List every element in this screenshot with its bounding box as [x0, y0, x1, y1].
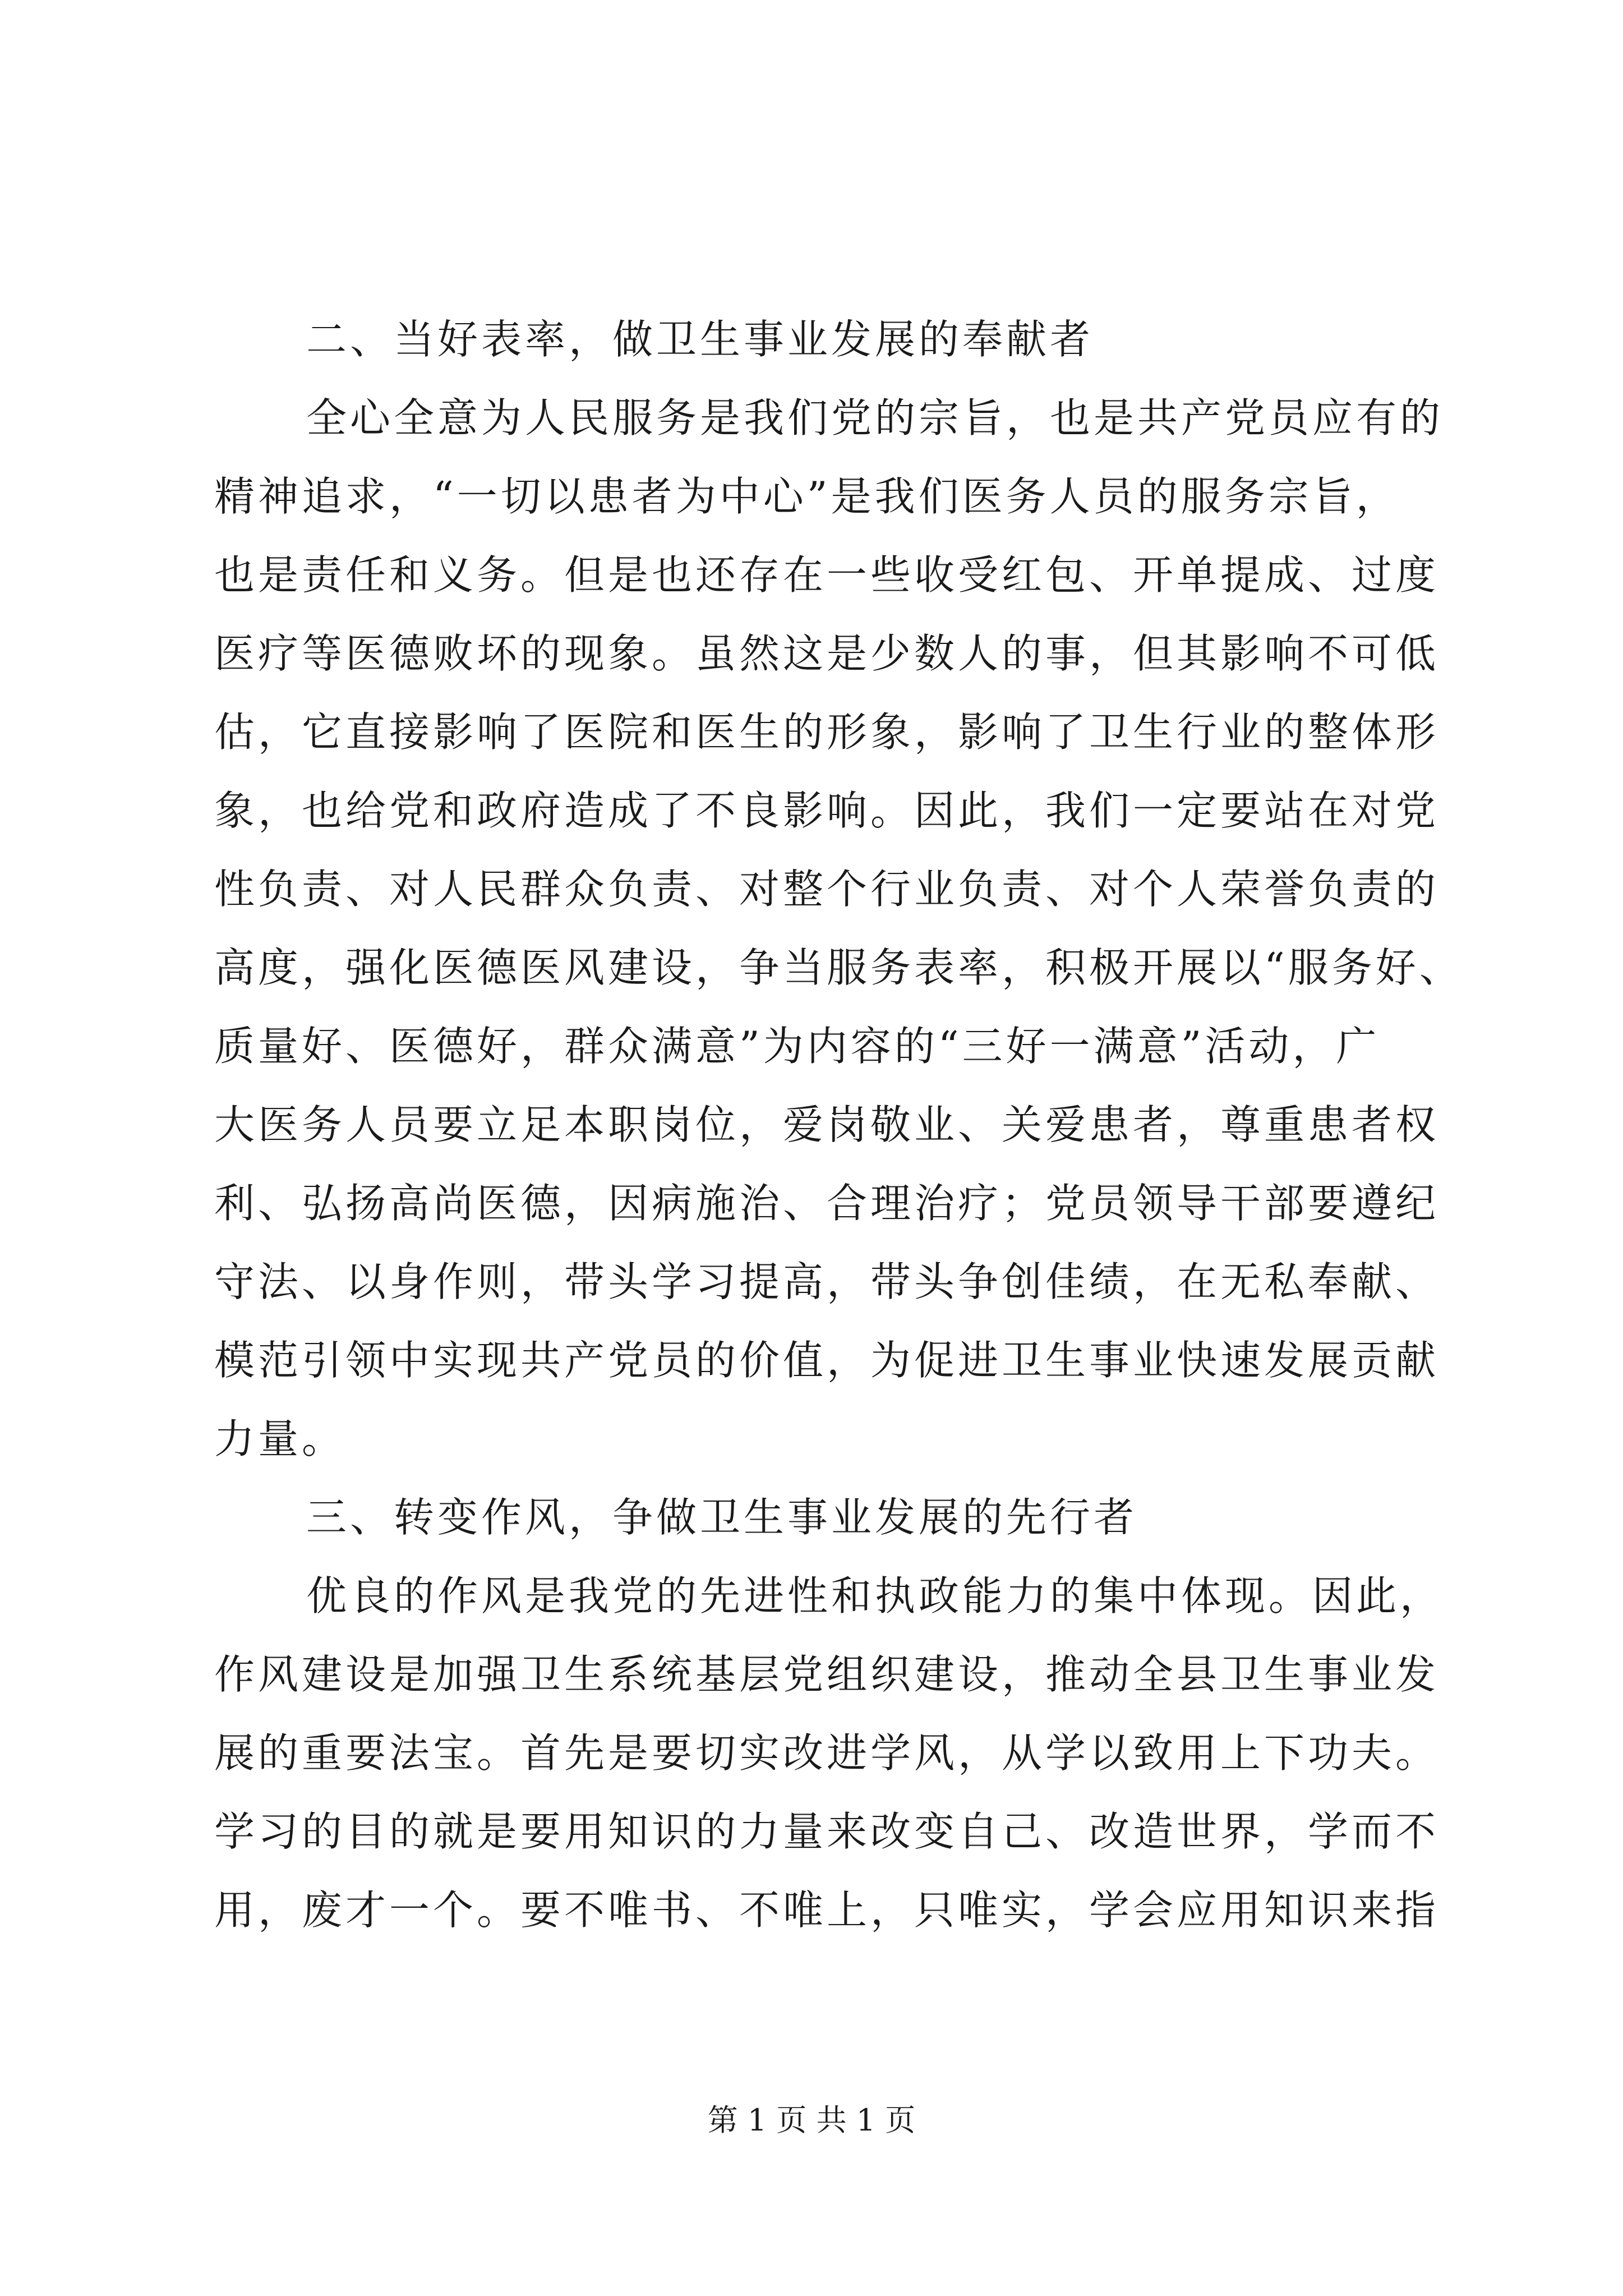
text-line: 精神追求，“一切以患者为中心”是我们医务人员的服务宗旨，	[214, 473, 1400, 520]
text-line: 优良的作风是我党的先进性和执政能力的集中体现。因此，	[306, 1572, 1444, 1619]
text-line: 性负责、对人民群众负责、对整个行业负责、对个人荣誉负责的	[214, 866, 1440, 913]
text-line: 守法、以身作则，带头学习提高，带头争创佳绩，在无私奉献、	[214, 1258, 1440, 1305]
text-line: 二、当好表率，做卫生事业发展的奉献者	[306, 316, 1094, 363]
text-line: 模范引领中实现共产党员的价值，为促进卫生事业快速发展贡献	[214, 1337, 1440, 1384]
text-line: 质量好、医德好，群众满意”为内容的“三好一满意”活动，广	[214, 1023, 1380, 1070]
text-line: 象，也给党和政府造成了不良影响。因此，我们一定要站在对党	[214, 787, 1440, 834]
text-line: 高度，强化医德医风建设，争当服务表率，积极开展以“服务好、	[214, 944, 1463, 991]
text-line: 作风建设是加强卫生系统基层党组织建设，推动全县卫生事业发	[214, 1651, 1440, 1698]
text-line: 也是责任和义务。但是也还存在一些收受红包、开单提成、过度	[214, 551, 1440, 599]
text-line: 估，它直接影响了医院和医生的形象，影响了卫生行业的整体形	[214, 708, 1440, 756]
text-line: 大医务人员要立足本职岗位，爱岗敬业、关爱患者，尊重患者权	[214, 1101, 1440, 1148]
text-line: 全心全意为人民服务是我们党的宗旨，也是共产党员应有的	[306, 394, 1444, 441]
text-line: 展的重要法宝。首先是要切实改进学风，从学以致用上下功夫。	[214, 1729, 1440, 1777]
text-line: 三、转变作风，争做卫生事业发展的先行者	[306, 1494, 1138, 1541]
page-footer: 第 1 页 共 1 页	[707, 2102, 916, 2138]
text-line: 用，废才一个。要不唯书、不唯上，只唯实，学会应用知识来指	[214, 1887, 1440, 1934]
document-body	[214, 300, 1463, 1949]
text-line: 医疗等医德败坏的现象。虽然这是少数人的事，但其影响不可低	[214, 630, 1440, 677]
text-line: 利、弘扬高尚医德，因病施治、合理治疗；党员领导干部要遵纪	[214, 1180, 1440, 1227]
text-line: 力量。	[214, 1415, 346, 1462]
text-line: 学习的目的就是要用知识的力量来改变自己、改造世界，学而不	[214, 1808, 1440, 1855]
